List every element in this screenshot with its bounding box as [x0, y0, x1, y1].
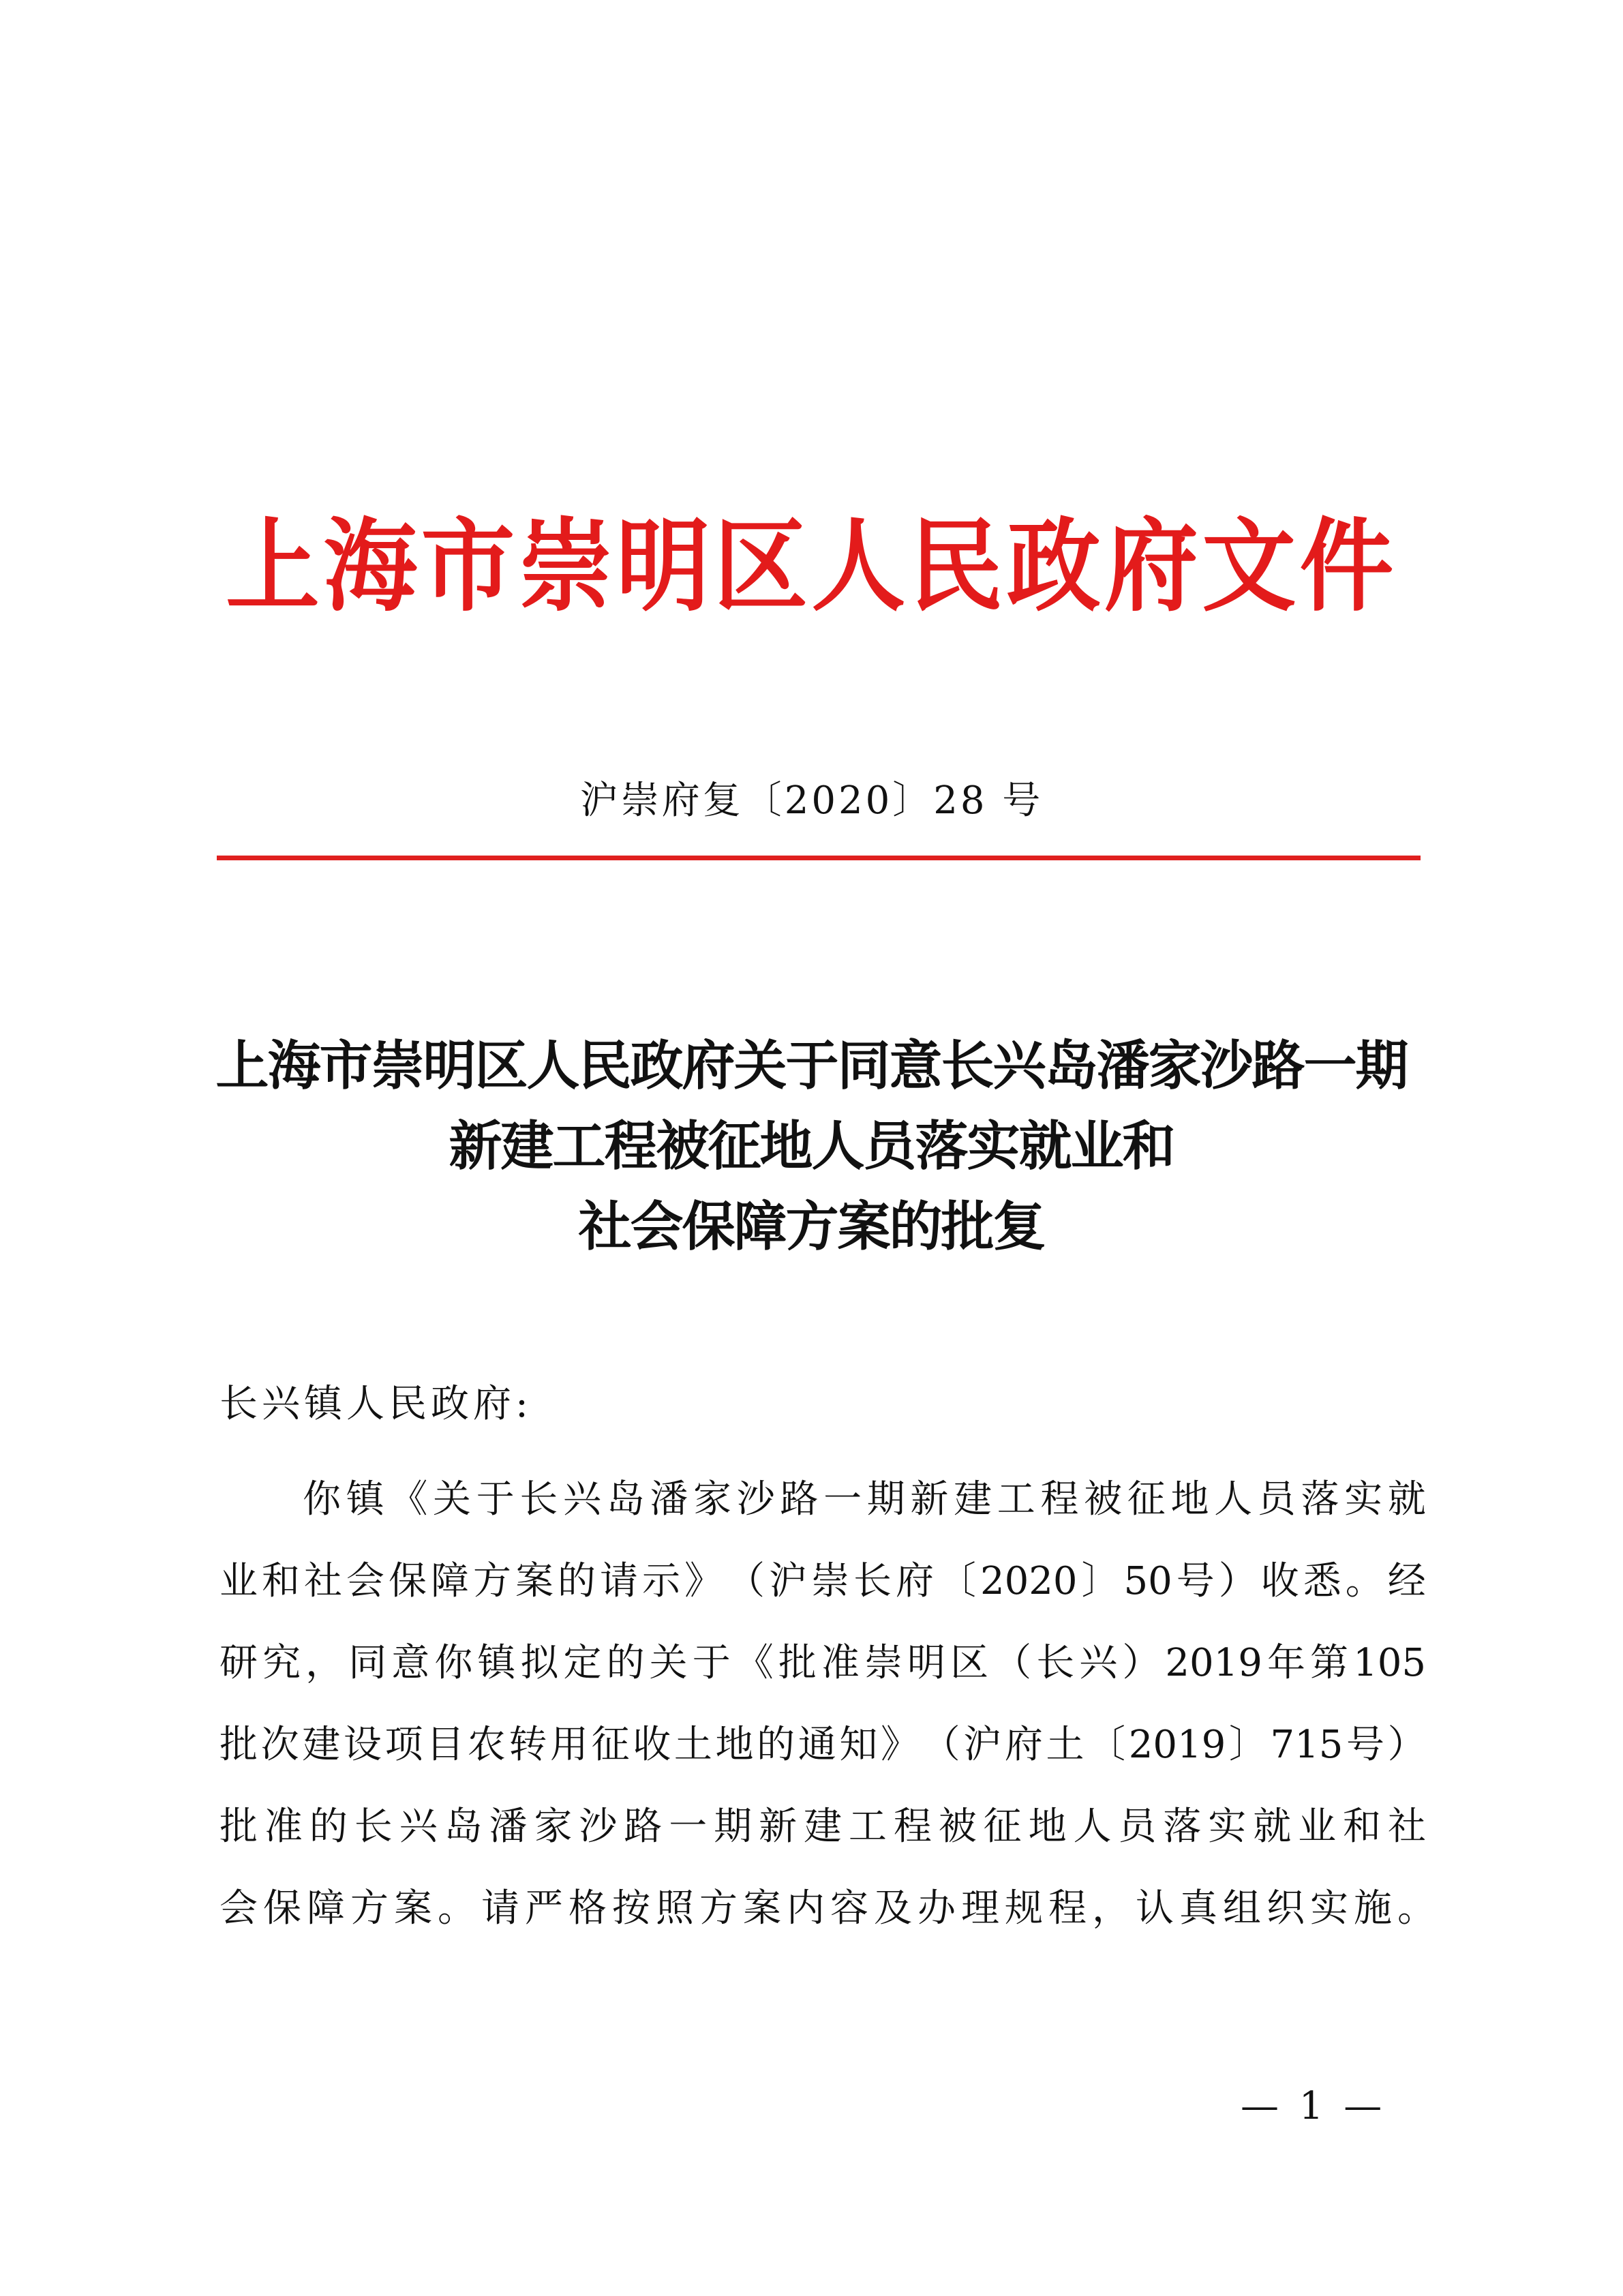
body-line-3: 研 究 ， 同 意 你 镇 拟 定 的 关 于 《 批 准 崇 明 区 （ 长 兴 ） 2019 年 第 105 [219, 1641, 1426, 1685]
document-title [0, 1026, 1623, 1267]
body-line-1: 你 镇 《 关 于 长 兴 岛 潘 家 沙 路 一 期 新 建 工 程 被 征 地 人 员 落 实 就 [303, 1477, 1426, 1522]
body-line-2: 业 和 社 会 保 障 方 案 的 请 示 》 （ 沪 崇 长 府 〔 2020 〕 50 号 ） 收 悉 。 经 [219, 1559, 1426, 1603]
title-line-3: 社会保障方案的批复 [578, 1196, 1045, 1258]
body-paragraph [219, 1459, 1441, 1950]
body-line-5: 批 准 的 长 兴 岛 潘 家 沙 路 一 期 新 建 工 程 被 征 地 人 员 落 实 就 业 和 社 [219, 1804, 1426, 1849]
title-line-2: 新建工程被征地人员落实就业和 [449, 1115, 1174, 1177]
issuing-authority-header [57, 504, 1566, 627]
title-line-1: 上海市崇明区人民政府关于同意长兴岛潘家沙路一期 [215, 1035, 1408, 1097]
body-line-6: 会保障方案。请严格按照方案内容及办理规程，认真组织实施。 [219, 1886, 1441, 1931]
page-number: — 1 — [1241, 2084, 1386, 2128]
addressee: 长兴镇人民政府: [219, 1382, 532, 1426]
red-separator-line [217, 856, 1421, 860]
document-number: 沪崇府复〔2020〕28 号 [579, 779, 1044, 823]
body-line-4: 批 次 建 设 项 目 农 转 用 征 收 土 地 的 通 知 》 （ 沪 府 土 〔 2019 〕 715 号 ） [219, 1723, 1426, 1767]
header-title-text: 上海市崇明区人民政府文件 [226, 507, 1397, 625]
